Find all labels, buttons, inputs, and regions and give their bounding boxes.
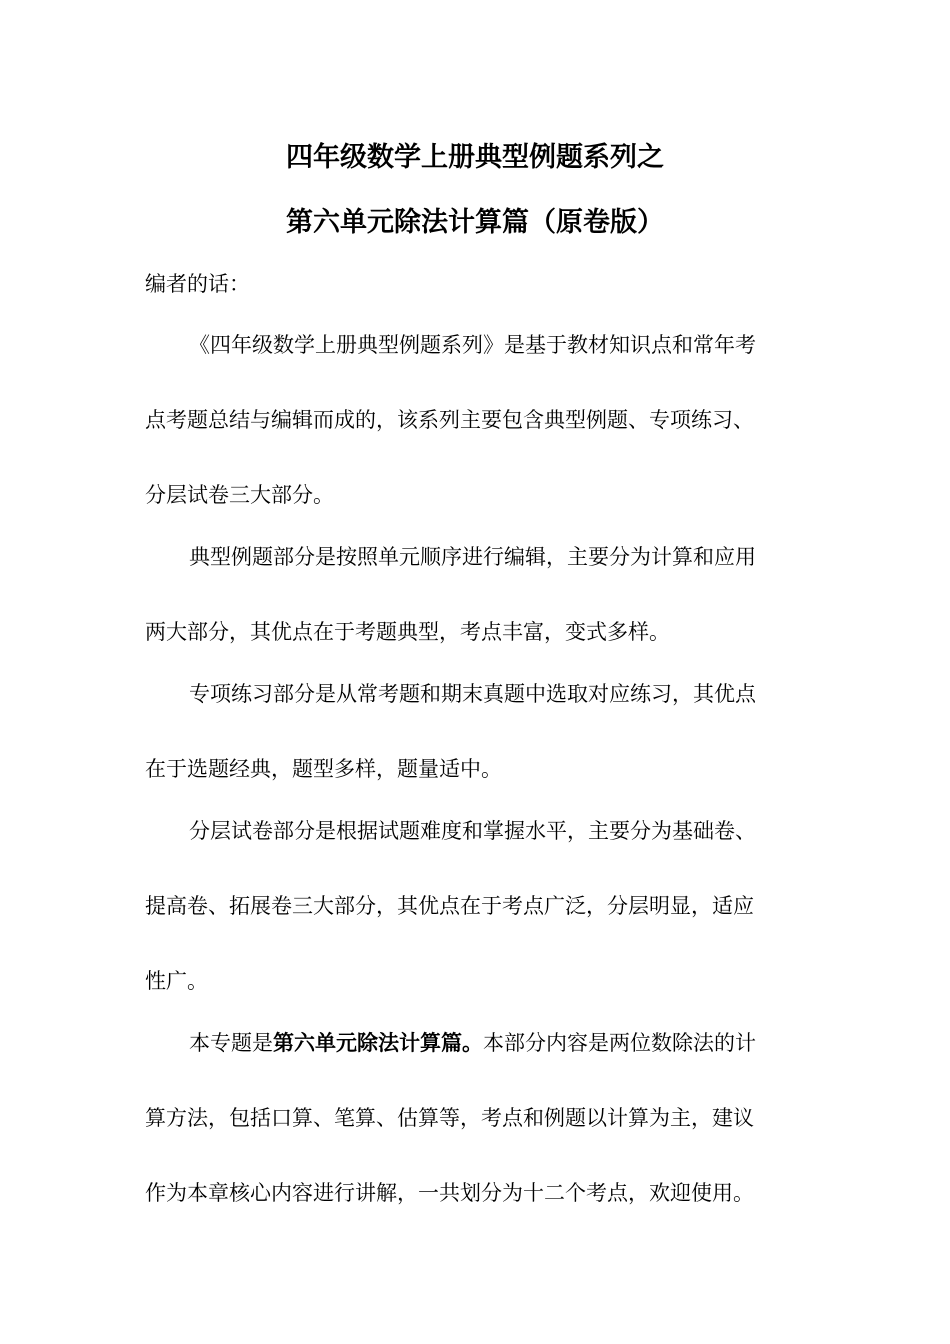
paragraph-1-line-1: 《四年级数学上册典型例题系列》是基于教材知识点和常年考 — [189, 333, 756, 357]
paragraph-4-line-3: 性广。 — [145, 969, 208, 993]
paragraph-4-line-2: 提高卷、拓展卷三大部分，其优点在于考点广泛，分层明显，适应 — [145, 894, 754, 918]
paragraph-2-line-1: 典型例题部分是按照单元顺序进行编辑，主要分为计算和应用 — [189, 545, 756, 569]
paragraph-3-line-1: 专项练习部分是从常考题和期末真题中选取对应练习，其优点 — [189, 682, 756, 706]
paragraph-1-line-2: 点考题总结与编辑而成的，该系列主要包含典型例题、专项练习、 — [145, 408, 754, 432]
final-paragraph-bold-topic: 第六单元除法计算篇。 — [273, 1031, 483, 1055]
paragraph-1-line-3: 分层试卷三大部分。 — [145, 483, 334, 507]
paragraph-2-line-2: 两大部分，其优点在于考题典型，考点丰富，变式多样。 — [145, 620, 670, 644]
document-title-line1: 四年级数学上册典型例题系列之 — [286, 142, 664, 173]
final-paragraph-line-1 — [189, 1029, 756, 1057]
paragraph-3-line-2: 在于选题经典，题型多样，题量适中。 — [145, 757, 502, 781]
document-title-line2: 第六单元除法计算篇（原卷版） — [286, 207, 664, 238]
final-paragraph-line-3: 作为本章核心内容进行讲解，一共划分为十二个考点，欢迎使用。 — [145, 1181, 754, 1205]
final-paragraph-line-2: 算方法，包括口算、笔算、估算等，考点和例题以计算为主，建议 — [145, 1106, 754, 1130]
final-paragraph-prefix: 本专题是 — [189, 1031, 273, 1055]
paragraph-4-line-1: 分层试卷部分是根据试题难度和掌握水平，主要分为基础卷、 — [189, 819, 756, 843]
editor-note-label: 编者的话： — [145, 272, 250, 296]
final-paragraph-suffix: 本部分内容是两位数除法的计 — [483, 1031, 756, 1055]
